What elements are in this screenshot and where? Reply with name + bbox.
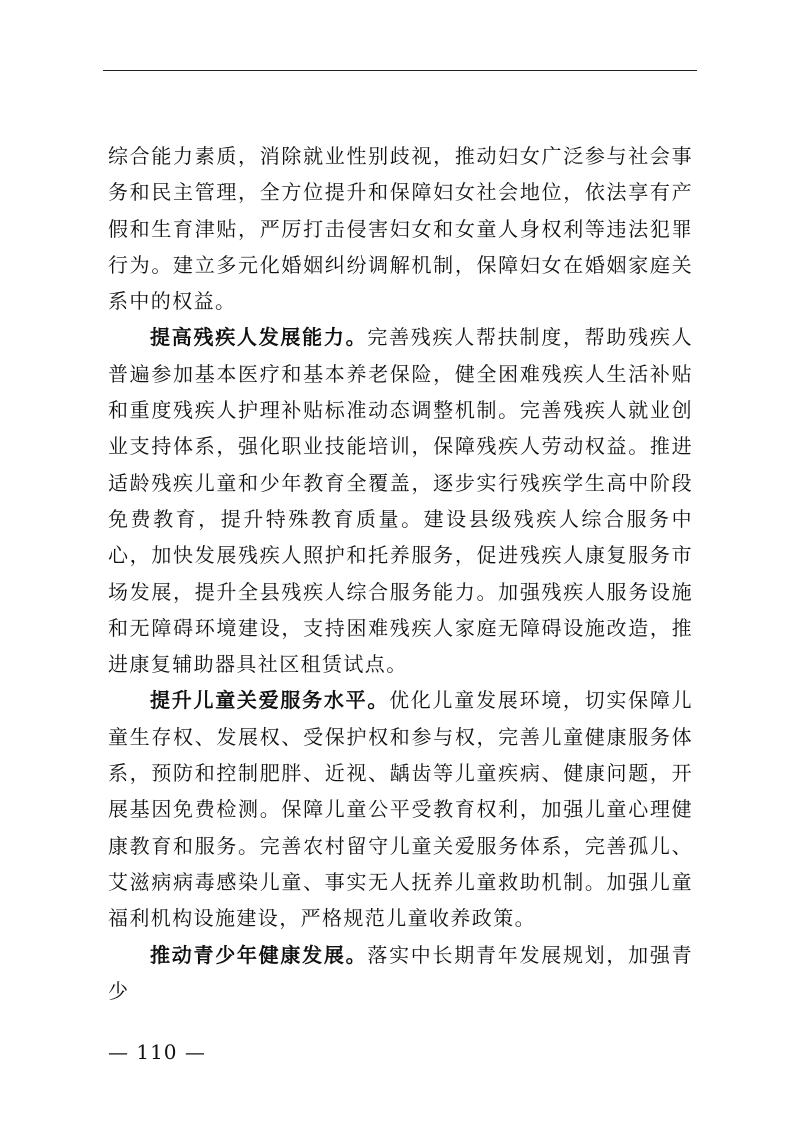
page-number: — 110 —: [108, 1040, 206, 1064]
paragraph-women-rights: [108, 138, 693, 319]
paragraph-text: 完善残疾人帮扶制度，帮助残疾人普遍参加基本医疗和基本养老保险，健全困难残疾人生活补贴和重度残疾人护理补贴标准动态调整机制。完善残疾人就业创业支持体系，强化职业技能培训，保障残疾人劳动权益。推进适龄残疾儿童和少年教育全覆盖，逐步实行残疾学生高中阶段免费教育，提升特殊教育质量。建设县级残疾人综合服务中心，加快发展残疾人照护和托养服务，促进残疾人康复服务市场发展，提升全县残疾人综合服务能力。加强残疾人服务设施和无障碍环境建设，支持困难残疾人家庭无障碍设施改造，推进康复辅助器具社区租赁试点。: [108, 325, 694, 677]
paragraph-heading: 提升儿童关爱服务水平。: [150, 688, 390, 713]
document-body: [108, 138, 693, 1009]
paragraph-text: 优化儿童发展环境，切实保障儿童生存权、发展权、受保护权和参与权，完善儿童健康服务体系，预防和控制肥胖、近视、龋齿等儿童疾病、健康问题，开展基因免费检测。保障儿童公平受教育权利，加强儿童心理健康教育和服务。完善农村留守儿童关爱服务体系，完善孤儿、艾滋病病毒感染儿童、事实无人抚养儿童救助机制。加强儿童福利机构设施建设，严格规范儿童收养政策。: [108, 688, 693, 931]
paragraph-heading: 提高残疾人发展能力。: [150, 325, 368, 350]
paragraph-disabled-persons: [108, 319, 693, 682]
header-rule: [103, 70, 697, 71]
paragraph-youth-development: [108, 937, 693, 1010]
paragraph-heading: 推动青少年健康发展。: [150, 942, 368, 967]
paragraph-text: 综合能力素质，消除就业性别歧视，推动妇女广泛参与社会事务和民主管理，全方位提升和保障妇女社会地位，依法享有产假和生育津贴，严厉打击侵害妇女和女童人身权利等违法犯罪行为。建立多元化婚姻纠纷调解机制，保障妇女在婚姻家庭关系中的权益。: [108, 144, 693, 314]
paragraph-children-care: [108, 682, 693, 936]
paragraph-text: 落实中长期青年发展规划，加强青少: [108, 942, 694, 1003]
